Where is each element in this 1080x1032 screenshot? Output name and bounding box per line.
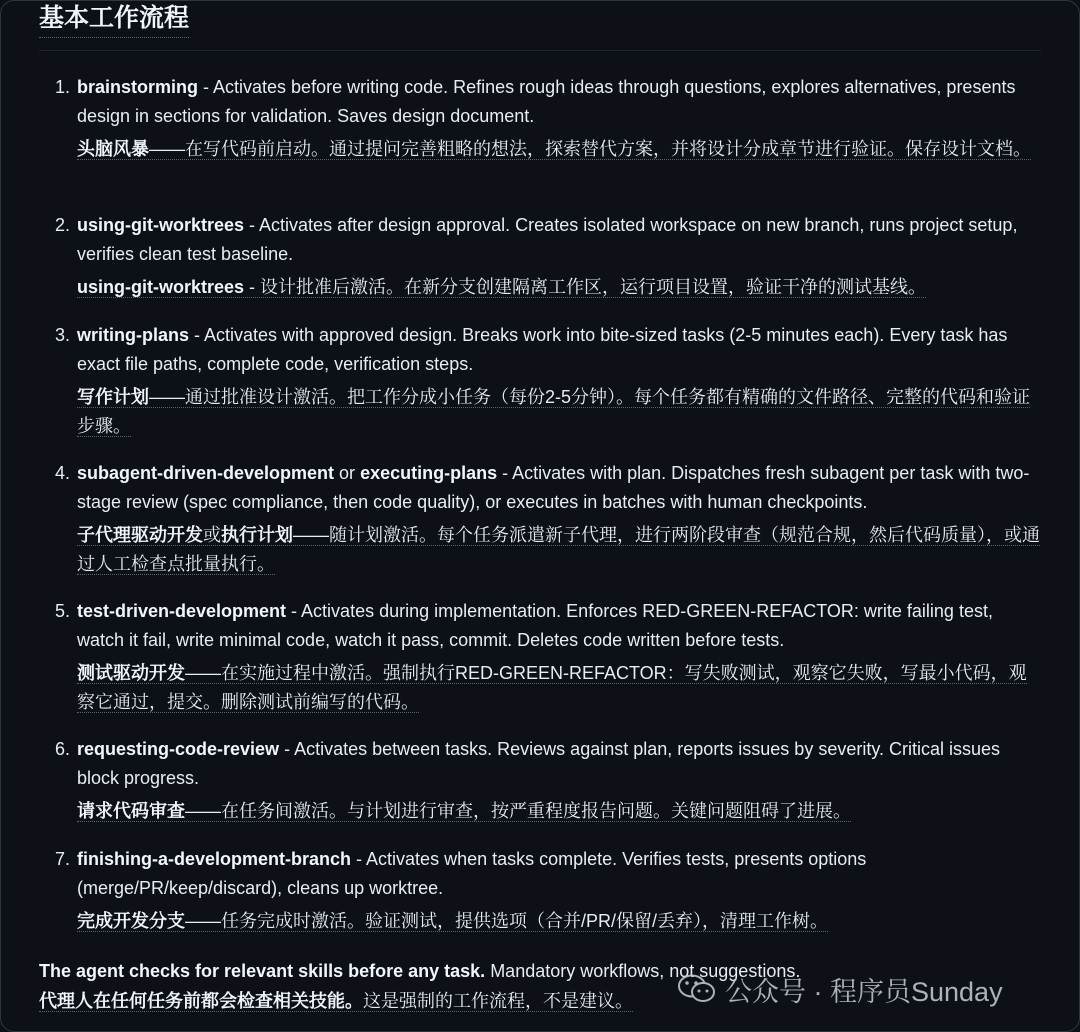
step-zh-text xyxy=(77,907,1041,936)
step-zh-desc: ——在写代码前启动。通过提问完善粗略的想法，探索替代方案，并将设计分成章节进行验证。保存设计文档。 xyxy=(149,139,1031,159)
skill-name: writing-plans xyxy=(77,325,189,345)
step-en-text xyxy=(77,735,1041,793)
step-number: 4. xyxy=(55,463,71,483)
skill-name-zh: 头脑风暴 xyxy=(77,139,149,159)
watermark-text: 公众号 · 程序员Sunday xyxy=(725,976,1003,1007)
step-en-text xyxy=(77,845,1041,903)
step-zh-text xyxy=(77,521,1041,579)
step-en-text xyxy=(77,73,1041,131)
step-en-desc: - Activates with approved design. Breaks work into bite-sized tasks (2-5 minutes each). Every task has exact file paths, complete code, verification steps. xyxy=(77,325,1008,374)
or-text: or xyxy=(334,463,361,483)
watermark xyxy=(677,971,1003,1007)
step-number: 2. xyxy=(55,215,71,235)
step-number: 1. xyxy=(55,77,71,97)
skill-name: using-git-worktrees xyxy=(77,215,245,235)
list-item xyxy=(39,211,1041,321)
step-en-desc: - Activates when tasks complete. Verifies tests, presents options (merge/PR/keep/discard), cleans up worktree. xyxy=(77,849,867,898)
skill-name-zh-alt: 执行计划 xyxy=(221,525,293,545)
skill-name: requesting-code-review xyxy=(77,739,280,759)
step-zh-text xyxy=(77,797,1041,826)
list-item xyxy=(39,597,1041,735)
list-item xyxy=(39,73,1041,211)
step-en-desc: - Activates after design approval. Creates isolated workspace on new branch, runs project setup, verifies clean test baseline. xyxy=(77,215,1018,264)
step-en-desc: - Activates with plan. Dispatches fresh subagent per task with two-stage review (spec compliance, then code quality), or executes in batches with human checkpoints. xyxy=(77,463,1030,512)
step-zh-text xyxy=(77,383,1041,441)
step-en-desc: - Activates during implementation. Enforces RED-GREEN-REFACTOR: write failing test, watch it fail, write minimal code, watch it pass, commit. Deletes code written before tests. xyxy=(77,601,993,650)
skill-name-zh: 完成开发分支 xyxy=(77,911,185,931)
step-en-desc: - Activates between tasks. Reviews against plan, reports issues by severity. Critical issues block progress. xyxy=(77,739,1001,788)
summary-zh-bold: 代理人在任何任务前都会检查相关技能。 xyxy=(39,991,363,1011)
step-en-text xyxy=(77,459,1041,517)
skill-name: finishing-a-development-branch xyxy=(77,849,352,869)
step-number: 3. xyxy=(55,325,71,345)
step-zh-desc: ——在任务间激活。与计划进行审查，按严重程度报告问题。关键问题阻碍了进展。 xyxy=(185,801,851,821)
step-number: 7. xyxy=(55,849,71,869)
skill-name: subagent-driven-development xyxy=(77,463,335,483)
list-item xyxy=(39,845,1041,945)
heading-divider xyxy=(39,50,1041,51)
wechat-icon xyxy=(677,973,717,1005)
step-zh-desc: ——在实施过程中激活。强制执行RED-GREEN-REFACTOR：写失败测试，观察它失败，写最小代码，观察它通过，提交。删除测试前编写的代码。 xyxy=(77,663,1027,712)
summary-zh-rest: 这是强制的工作流程，不是建议。 xyxy=(363,991,633,1011)
list-item xyxy=(39,321,1041,459)
skill-name-zh: 请求代码审查 xyxy=(77,801,185,821)
list-item xyxy=(39,735,1041,845)
list-item xyxy=(39,459,1041,597)
step-en-text xyxy=(77,211,1041,269)
step-zh-desc: ——通过批准设计激活。把工作分成小任务（每份2-5分钟）。每个任务都有精确的文件路径、完整的代码和验证步骤。 xyxy=(77,387,1031,436)
step-en-desc: - Activates before writing code. Refines rough ideas through questions, explores alternatives, presents design in sections for validation. Saves design document. xyxy=(77,77,1016,126)
step-zh-desc: ——任务完成时激活。验证测试，提供选项（合并/PR/保留/丢弃），清理工作树。 xyxy=(185,911,829,931)
step-number: 5. xyxy=(55,601,71,621)
skill-name-zh: 子代理驱动开发 xyxy=(77,525,203,545)
step-zh-desc: ——随计划激活。每个任务派遣新子代理，进行两阶段审查（规范合规，然后代码质量），或通过人工检查点批量执行。 xyxy=(77,525,1040,574)
step-zh-text xyxy=(77,659,1041,717)
skill-name: brainstorming xyxy=(77,77,199,97)
step-zh-desc: - 设计批准后激活。在新分支创建隔离工作区，运行项目设置，验证干净的测试基线。 xyxy=(244,277,927,297)
or-text-zh: 或 xyxy=(203,525,221,545)
page-title: 基本工作流程 xyxy=(39,1,189,38)
step-number: 6. xyxy=(55,739,71,759)
step-en-text xyxy=(77,597,1041,655)
skill-name-zh: 写作计划 xyxy=(77,387,149,407)
skill-name-zh: 测试驱动开发 xyxy=(77,663,185,683)
skill-name-zh: using-git-worktrees xyxy=(77,277,245,297)
skill-name-alt: executing-plans xyxy=(360,463,498,483)
step-zh-text xyxy=(77,135,1041,164)
summary-en-rest: Mandatory workflows, not suggestions. xyxy=(485,961,801,981)
step-en-text xyxy=(77,321,1041,379)
skill-name: test-driven-development xyxy=(77,601,287,621)
summary-en-bold: The agent checks for relevant skills before any task. xyxy=(39,961,486,981)
step-zh-text xyxy=(77,273,1041,302)
workflow-steps-list xyxy=(39,73,1041,945)
